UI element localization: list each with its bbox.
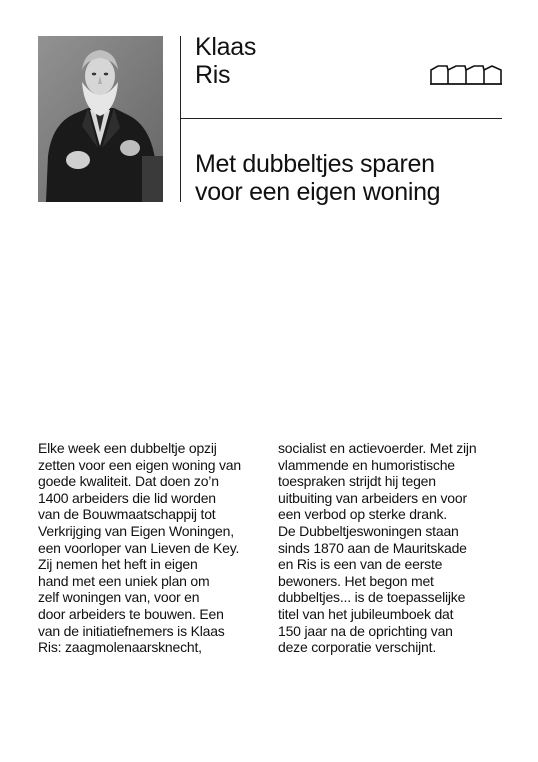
horizontal-divider — [180, 118, 502, 119]
body-line: van de initiatiefnemers is Klaas — [38, 622, 225, 639]
person-last-name: Ris — [195, 61, 231, 89]
portrait-photo — [38, 36, 163, 202]
body-line: zetten voor een eigen woning van — [38, 456, 241, 473]
body-line: uitbuiting van arbeiders en voor — [278, 489, 467, 506]
body-line: een verbod op sterke drank. — [278, 506, 447, 523]
body-text-left-column — [38, 440, 266, 656]
body-line: en Ris is een van de eerste — [278, 556, 443, 573]
body-line: een voorloper van Lieven de Key. — [38, 539, 240, 556]
body-line: 150 jaar na de oprichting van — [278, 622, 453, 639]
body-line: Elke week een dubbeltje opzij — [38, 440, 217, 456]
houses-logo-icon — [430, 63, 502, 85]
body-line: Zij nemen het heft in eigen — [38, 556, 198, 573]
person-first-name: Klaas — [195, 33, 257, 61]
body-line: bewoners. Het begon met — [278, 572, 434, 589]
body-line: deze corporatie verschijnt. — [278, 639, 437, 656]
body-line: Verkrijging van Eigen Woningen, — [38, 522, 234, 539]
body-line: goede kwaliteit. Dat doen zo’n — [38, 473, 219, 490]
body-line: hand met een uniek plan om — [38, 572, 210, 589]
body-line: titel van het jubileumboek dat — [278, 605, 454, 622]
person-name — [195, 33, 256, 89]
body-line: dubbeltjes... is de toepasselijke — [278, 589, 466, 606]
headline — [195, 150, 505, 206]
four-houses-outline-icon — [430, 63, 502, 85]
body-line: sinds 1870 aan de Mauritskade — [278, 539, 467, 556]
portrait-illustration — [38, 36, 163, 202]
body-line: door arbeiders te bouwen. Een — [38, 605, 224, 622]
body-line: toespraken strijdt hij tegen — [278, 473, 436, 490]
body-line: zelf woningen van, voor en — [38, 589, 200, 606]
body-line: van de Bouwmaatschappij tot — [38, 506, 216, 523]
body-line: Ris: zaagmolenaarsknecht, — [38, 639, 202, 656]
body-line: 1400 arbeiders die lid worden — [38, 489, 216, 506]
body-line: socialist en actievoerder. Met zijn — [278, 440, 477, 456]
headline-line-1: Met dubbeltjes sparen — [195, 150, 435, 178]
headline-line-2: voor een eigen woning — [195, 178, 441, 206]
body-line: De Dubbeltjeswoningen staan — [278, 522, 459, 539]
body-line: vlammende en humoristische — [278, 456, 455, 473]
vertical-divider — [180, 36, 181, 202]
body-text-right-column — [278, 440, 506, 656]
